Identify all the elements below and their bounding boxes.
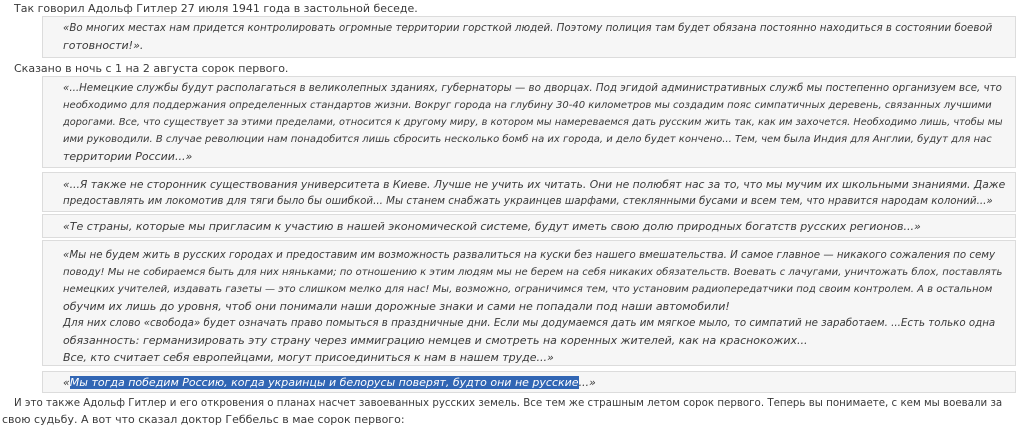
blockquote-6 <box>42 371 1016 393</box>
quote-line: дорогами. Все, что существует за этими пределами, относится к другому миру, в котором мы намереваемся дать русским жить так, как им захочется. Необходимо лишь, чтобы мы <box>63 117 1003 128</box>
quote-line: обучим их лишь до уровня, чтоб они понимали наши дорожные знаки и сами не попадали под наши автомобили! <box>63 300 730 313</box>
quote-line: обязанность: германизировать эту страну через иммиграцию немцев и смотреть на коренных жителей, как на краснокожих... <box>63 334 808 347</box>
intro-paragraph: Сказано в ночь с 1 на 2 августа сорок первого. <box>14 62 289 75</box>
quote-line: «...Я также не сторонник существования университета в Киеве. Лучше не учить их читать. Они не полюбят нас за то, что мы мучим их школьными знаниями. Даже <box>63 178 1006 191</box>
quote-line: «Во многих местах нам придется контролировать огромные территории горсткой людей. Поэтому полиция там будет обязана постоянно находиться в состоянии боевой <box>63 22 993 34</box>
selected-text[interactable]: Мы тогда победим Россию, когда украинцы и белорусы поверят, будто они не русские <box>69 376 579 389</box>
quote-open-mark: « <box>63 376 70 389</box>
blockquote-3 <box>42 172 1016 212</box>
outro-paragraph-line: свою судьбу. А вот что сказал доктор Геббельс в мае сорок первого: <box>2 413 405 426</box>
quote-line: немецких учителей, издавать газеты — это слишком мелко для нас! Мы, возможно, ограничимся тем, что установим радиопередатчики под своим контролем. А в остальном <box>63 284 993 295</box>
outro-paragraph-line: И это также Адольф Гитлер и его откровения о планах насчет завоеванных русских земель. Все тем же страшным летом сорок первого. Теперь вы понимаете, с кем мы воевали за <box>14 397 1003 409</box>
quote-line: «...Немецкие службы будут располагаться в великолепных зданиях, губернаторы — во дворцах. Под эгидой административных служб мы постепенно организуем все, что <box>63 82 1002 94</box>
quote-line: предоставлять им локомотив для тяги было бы ошибкой... Мы станем снабжать украинцев шарфами, стеклянными бусами и всем тем, что нравится народам колоний...» <box>63 195 993 207</box>
quote-line: территории России...» <box>63 150 193 163</box>
quote-line: необходимо для поддержания определенных стандартов жизни. Вокруг города на глубину 30-40 километров мы создадим пояс симпатичных деревень, связанных лучшими <box>63 100 992 111</box>
quote-line: «Те страны, которые мы пригласим к участию в нашей экономической системе, будут иметь свою долю природных богатств русских регионов...» <box>63 220 921 233</box>
blockquote-2 <box>42 76 1016 168</box>
quote-line: Для них слово «свобода» будет означать право помыться в праздничные дни. Если мы додумаемся дать им мягкое мыло, то симпатий не заработаем. ...Есть только одна <box>63 317 996 329</box>
blockquote-1 <box>42 16 1016 58</box>
quote-close-mark: ...» <box>578 376 596 389</box>
blockquote-4 <box>42 214 1016 238</box>
quote-line: готовности!». <box>63 39 144 52</box>
intro-paragraph: Так говорил Адольф Гитлер 27 июля 1941 года в застольной беседе. <box>14 2 418 15</box>
quote-line: Все, кто считает себя европейцами, могут присоединиться к нам в нашем труде...» <box>63 351 554 364</box>
quote-line: ими руководили. В случае революции нам понадобится лишь сбросить несколько бомб на их города, и дело будет кончено... Тем, чем была Индия для Англии, будут для нас <box>63 134 992 145</box>
quote-line: поводу! Мы не собираемся быть для них няньками; по отношению к этим людям мы не берем на себя никаких обязательств. Воевать с лачугами, уничтожать блох, поставлять <box>63 267 1003 278</box>
quote-line: «Мы не будем жить в русских городах и предоставим им возможность развалиться на куски без нашего вмешательства. И самое главное — никакого сожаления по сему <box>63 249 996 261</box>
quote-line[interactable] <box>63 375 596 390</box>
blockquote-5 <box>42 240 1016 366</box>
